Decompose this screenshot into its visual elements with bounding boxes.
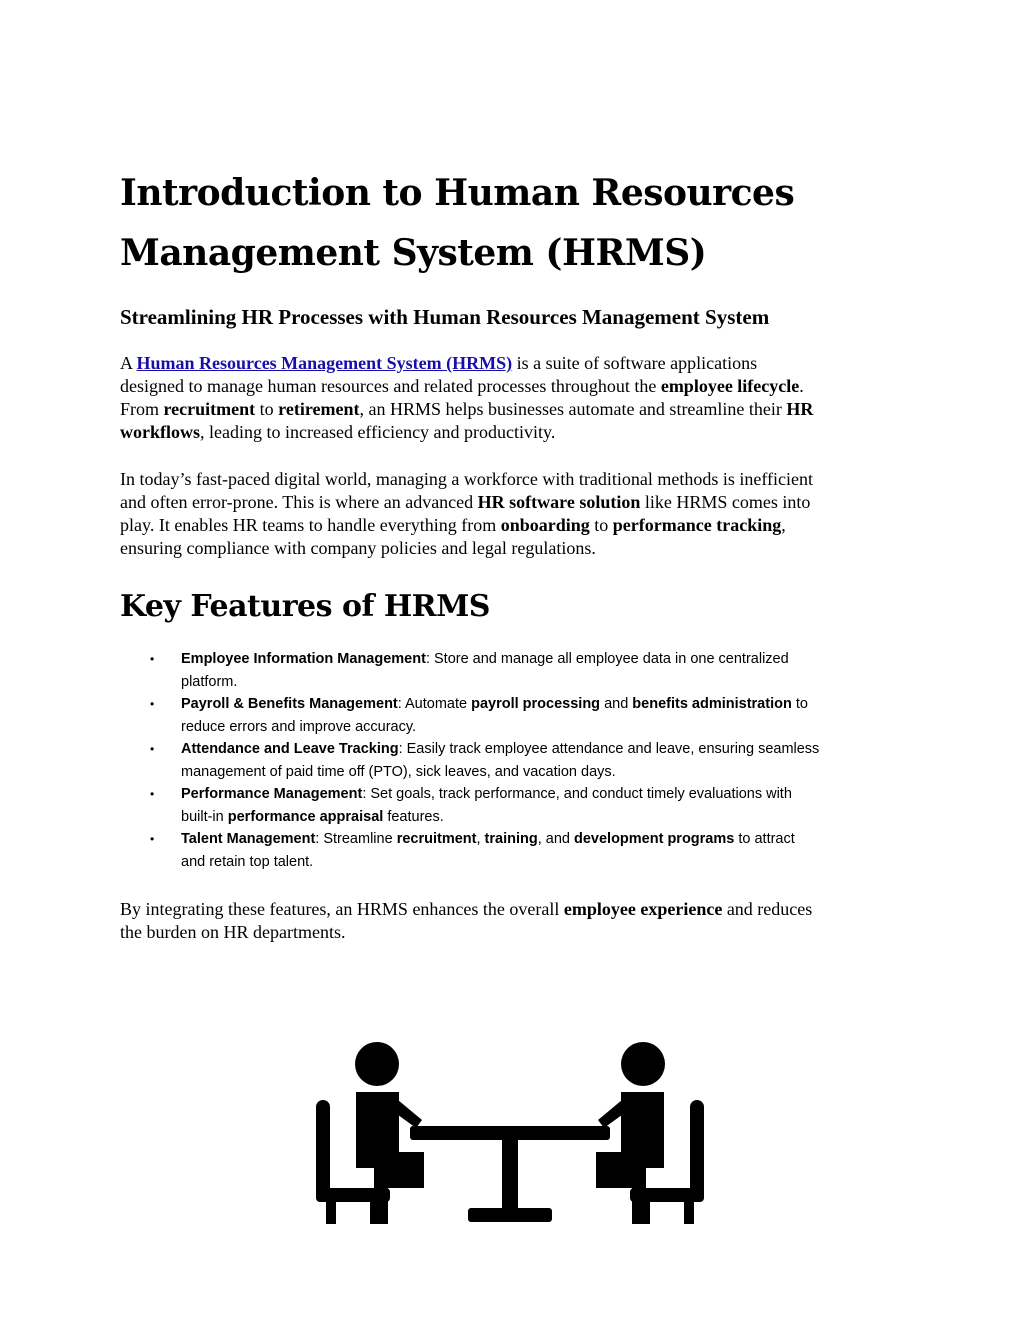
right-person-body-icon bbox=[596, 1092, 664, 1224]
key-features-heading: Key Features of HRMS bbox=[120, 589, 490, 624]
left-person-body-icon bbox=[356, 1092, 424, 1224]
feature-description: : Easily track employee attendance and leave, ensuring seamless bbox=[398, 741, 820, 757]
feature-name: Employee Information Management bbox=[181, 651, 426, 667]
closing-line-1-text: By integrating these features, an HRMS enhances the overall bbox=[120, 899, 564, 919]
list-item bbox=[150, 783, 921, 828]
intro-line-3-from: From bbox=[120, 399, 164, 419]
feature-description: : Streamline bbox=[315, 831, 397, 847]
feature-description: built-in bbox=[181, 808, 228, 825]
feature-connector: , bbox=[476, 831, 485, 847]
page-subtitle: Streamlining HR Processes with Human Resources Management System bbox=[120, 305, 770, 329]
table-leg-icon bbox=[502, 1140, 518, 1212]
bullet-icon: • bbox=[150, 787, 155, 801]
intro-line-3-text: , an HRMS helps businesses automate and streamline their bbox=[359, 399, 787, 419]
intro-line-2 bbox=[120, 375, 920, 398]
performance-appraisal-term: performance appraisal bbox=[227, 808, 384, 825]
feature-1-line-1 bbox=[181, 648, 921, 671]
performance-tracking-term: performance tracking bbox=[612, 515, 782, 535]
context-line-2-end: like HRMS comes into bbox=[640, 492, 811, 512]
context-line-3-end: , bbox=[781, 515, 786, 535]
meeting-icon bbox=[314, 1040, 706, 1224]
closing-line-1 bbox=[120, 898, 920, 921]
feature-connector: , and bbox=[537, 831, 574, 847]
intro-line-1-text: is a suite of software applications bbox=[512, 353, 758, 373]
feature-connector: and bbox=[600, 696, 633, 712]
left-person-head-icon bbox=[355, 1042, 399, 1086]
training-term: training bbox=[484, 831, 538, 847]
left-chair-leg-icon bbox=[370, 1202, 380, 1224]
bullet-icon: • bbox=[150, 742, 155, 756]
workflows-term: workflows bbox=[120, 422, 200, 442]
feature-3-line-1 bbox=[181, 738, 921, 761]
page-title-line-2: Management System (HRMS) bbox=[120, 232, 707, 274]
context-paragraph bbox=[120, 468, 920, 560]
feature-name: Talent Management bbox=[181, 831, 316, 847]
list-item bbox=[150, 828, 921, 873]
context-line-4: ensuring compliance with company policies and legal regulations. bbox=[120, 538, 596, 558]
feature-3-line-2: management of paid time off (PTO), sick leaves, and vacation days. bbox=[181, 763, 616, 780]
left-chair-seat-icon bbox=[316, 1188, 390, 1202]
hr-software-solution-term: HR software solution bbox=[477, 492, 641, 512]
feature-connector: features. bbox=[383, 808, 444, 825]
feature-name: Payroll & Benefits Management bbox=[181, 696, 398, 712]
feature-connector: to attract bbox=[734, 831, 795, 847]
list-item bbox=[150, 648, 921, 693]
intro-line-4-text: , leading to increased efficiency and productivity. bbox=[200, 422, 556, 442]
context-line-2-text: and often error-prone. This is where an advanced bbox=[120, 492, 478, 512]
feature-description: : Automate bbox=[397, 696, 472, 712]
intro-line-2-text: designed to manage human resources and related processes throughout the bbox=[120, 376, 661, 396]
context-line-1: In today’s fast-paced digital world, managing a workforce with traditional methods is inefficient bbox=[120, 469, 813, 489]
onboarding-term: onboarding bbox=[500, 515, 590, 535]
left-chair-back-icon bbox=[316, 1100, 330, 1202]
intro-prefix: A bbox=[120, 353, 137, 373]
feature-2-line-2: reduce errors and improve accuracy. bbox=[181, 718, 417, 735]
employee-experience-term: employee experience bbox=[563, 899, 723, 919]
feature-name: Performance Management bbox=[181, 786, 363, 802]
left-chair-leg-icon bbox=[326, 1202, 336, 1224]
right-person-head-icon bbox=[621, 1042, 665, 1086]
feature-description: : Store and manage all employee data in one centralized bbox=[425, 651, 789, 667]
list-item bbox=[150, 693, 921, 738]
feature-4-line-1 bbox=[181, 783, 921, 806]
bullet-icon: • bbox=[150, 652, 155, 666]
context-line-3-to: to bbox=[589, 515, 613, 535]
intro-line-4 bbox=[120, 421, 920, 444]
bullet-icon: • bbox=[150, 832, 155, 846]
list-item bbox=[150, 738, 921, 783]
context-line-2 bbox=[120, 491, 920, 514]
feature-2-line-1 bbox=[181, 693, 921, 716]
right-chair-leg-icon bbox=[640, 1202, 650, 1224]
closing-line-1-end: and reduces bbox=[722, 899, 813, 919]
feature-5-line-1 bbox=[181, 828, 921, 851]
intro-line-3 bbox=[120, 398, 920, 421]
intro-line-3-to: to bbox=[255, 399, 279, 419]
development-programs-term: development programs bbox=[573, 831, 735, 847]
closing-paragraph bbox=[120, 898, 920, 944]
key-features-list bbox=[150, 648, 921, 873]
recruitment-term: recruitment bbox=[396, 831, 477, 847]
hrms-link[interactable]: Human Resources Management System (HRMS) bbox=[136, 353, 513, 373]
bullet-icon: • bbox=[150, 697, 155, 711]
context-line-3-text: play. It enables HR teams to handle everything from bbox=[120, 515, 501, 535]
intro-line-2-end: . bbox=[799, 376, 804, 396]
hr-term: HR bbox=[786, 399, 814, 419]
right-chair-seat-icon bbox=[630, 1188, 704, 1202]
context-line-3 bbox=[120, 514, 920, 537]
feature-connector: to bbox=[791, 696, 808, 712]
intro-line-1 bbox=[120, 352, 920, 375]
table-base-icon bbox=[468, 1208, 552, 1222]
recruitment-term: recruitment bbox=[163, 399, 256, 419]
feature-5-line-2: and retain top talent. bbox=[181, 853, 314, 870]
table-top-icon bbox=[410, 1126, 610, 1140]
benefits-administration-term: benefits administration bbox=[632, 696, 792, 712]
page-title bbox=[120, 163, 940, 283]
intro-paragraph bbox=[120, 352, 920, 444]
employee-lifecycle-term: employee lifecycle bbox=[660, 376, 800, 396]
closing-line-2: the burden on HR departments. bbox=[120, 922, 346, 942]
feature-name: Attendance and Leave Tracking bbox=[181, 741, 399, 757]
retirement-term: retirement bbox=[278, 399, 360, 419]
page-title-line-1: Introduction to Human Resources bbox=[120, 172, 795, 214]
right-chair-back-icon bbox=[690, 1100, 704, 1202]
right-chair-leg-icon bbox=[684, 1202, 694, 1224]
feature-4-line-2 bbox=[181, 806, 921, 829]
payroll-processing-term: payroll processing bbox=[471, 696, 601, 712]
feature-description: : Set goals, track performance, and conduct timely evaluations with bbox=[362, 786, 792, 802]
feature-1-line-2: platform. bbox=[181, 673, 238, 690]
